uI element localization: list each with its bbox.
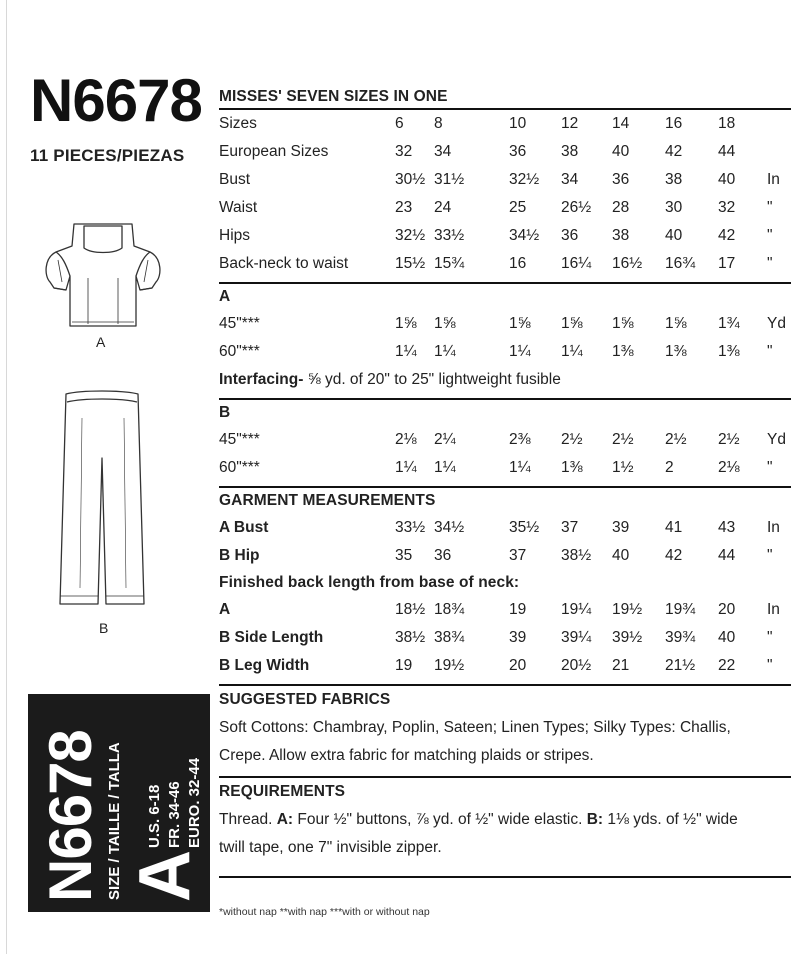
table-cell: 31½ (434, 171, 465, 188)
table-cell: 1⅝ (395, 315, 417, 332)
row-label: 45"*** (219, 315, 260, 332)
view-b-illustration (52, 388, 152, 612)
view-b-yardage (219, 426, 791, 482)
view-b-label: B (99, 620, 109, 636)
unit-label: " (767, 227, 773, 244)
table-cell: 1¼ (434, 343, 456, 360)
table-cell: 1¼ (434, 459, 456, 476)
table-cell: 36 (509, 143, 527, 160)
table-cell: 16¼ (561, 255, 592, 272)
table-cell: 37 (561, 519, 579, 536)
table-row (219, 250, 791, 278)
table-cell: 43 (718, 519, 736, 536)
table-cell: 39 (509, 629, 527, 646)
table-cell: 2½ (561, 431, 583, 448)
row-label: A (219, 601, 231, 618)
table-cell: 2½ (612, 431, 634, 448)
table-cell: 18½ (395, 601, 426, 618)
table-row (219, 194, 791, 222)
sizes-table (219, 86, 791, 878)
unit-label: In (767, 519, 780, 536)
row-label: Bust (219, 171, 251, 188)
table-cell: 16 (665, 115, 683, 132)
table-cell: 1¼ (509, 343, 531, 360)
table-cell: 2½ (718, 431, 740, 448)
unit-label: " (767, 255, 773, 272)
table-cell: 40 (718, 171, 736, 188)
table-cell: 41 (665, 519, 683, 536)
table-cell: 2⅜ (509, 431, 531, 448)
unit-label: " (767, 629, 773, 646)
table-cell: 18¾ (434, 601, 465, 618)
fabrics-line-1: Soft Cottons: Chambray, Poplin, Sateen; Linen Types; Silky Types: Challis, (219, 719, 731, 736)
table-cell: 38½ (561, 547, 592, 564)
table-cell: 44 (718, 143, 736, 160)
table-cell: 19½ (434, 657, 465, 674)
row-label: Back-neck to waist (219, 255, 349, 272)
row-label: European Sizes (219, 143, 329, 160)
table-cell: 1¼ (395, 459, 417, 476)
table-cell: 1½ (612, 459, 634, 476)
table-cell: 36 (561, 227, 579, 244)
table-cell: 42 (718, 227, 736, 244)
table-cell: 40 (718, 629, 736, 646)
table-cell: 19½ (612, 601, 643, 618)
table-cell: 42 (665, 547, 683, 564)
table-cell: 1⅝ (561, 315, 583, 332)
table-cell: 12 (561, 115, 579, 132)
table-cell: 1⅜ (612, 343, 634, 360)
table-cell: 32½ (395, 227, 426, 244)
table-cell: 6 (395, 115, 404, 132)
table-cell: 1¼ (395, 343, 417, 360)
table-cell: 20 (718, 601, 736, 618)
unit-label: " (767, 547, 773, 564)
table-cell: 30 (665, 199, 683, 216)
unit-label: In (767, 171, 780, 188)
envelope-fr-sizes: FR. 34-46 (166, 781, 183, 848)
table-cell: 34 (561, 171, 579, 188)
page-edge-line (6, 0, 7, 954)
row-label: B Leg Width (219, 657, 310, 674)
view-a-yardage-title: A (219, 288, 231, 305)
envelope-view-letter: A (125, 850, 205, 902)
envelope-number: N6678 (37, 730, 104, 902)
table-cell: 14 (612, 115, 630, 132)
sizes-title: MISSES' SEVEN SIZES IN ONE (219, 88, 448, 105)
divider (219, 876, 791, 878)
table-cell: 1⅜ (718, 343, 740, 360)
table-cell: 38 (612, 227, 630, 244)
requirements-line-2: twill tape, one 7" invisible zipper. (219, 839, 442, 856)
table-cell: 39¾ (665, 629, 696, 646)
pattern-number: N6678 (30, 67, 202, 134)
requirements-thread: Thread. (219, 811, 277, 828)
garment-measurements (219, 514, 791, 570)
unit-label: " (767, 459, 773, 476)
envelope-us-sizes: U.S. 6-18 (146, 784, 163, 848)
row-label: A Bust (219, 519, 269, 536)
table-cell: 20½ (561, 657, 592, 674)
interfacing-text: ⅝ yd. of 20" to 25" lightweight fusible (303, 371, 561, 388)
table-cell: 20 (509, 657, 527, 674)
table-row (219, 454, 791, 482)
table-cell: 44 (718, 547, 736, 564)
requirements-line-1 (219, 806, 791, 834)
table-row (219, 338, 791, 366)
table-cell: 33½ (434, 227, 465, 244)
table-cell: 16½ (612, 255, 643, 272)
table-cell: 33½ (395, 519, 426, 536)
row-label: 60"*** (219, 343, 260, 360)
table-row (219, 542, 791, 570)
table-cell: 36 (612, 171, 630, 188)
table-cell: 32 (395, 143, 413, 160)
table-cell: 19 (395, 657, 413, 674)
table-cell: 2⅛ (718, 459, 740, 476)
requirements-a-label: A: (276, 811, 294, 828)
unit-label: " (767, 199, 773, 216)
table-row (219, 166, 791, 194)
table-cell: 2⅛ (395, 431, 417, 448)
table-cell: 38¾ (434, 629, 465, 646)
requirements-title: REQUIREMENTS (219, 783, 346, 800)
table-cell: 24 (434, 199, 452, 216)
table-cell: 37 (509, 547, 527, 564)
view-a-yardage (219, 310, 791, 366)
requirements-a-text: Four ½" buttons, ⅞ yd. of ½" wide elastic. (293, 811, 587, 828)
table-cell: 16¾ (665, 255, 696, 272)
requirements-b-text: 1⅛ yds. of ½" wide (603, 811, 738, 828)
table-cell: 38 (561, 143, 579, 160)
table-cell: 26½ (561, 199, 592, 216)
table-cell: 1¾ (718, 315, 740, 332)
table-row (219, 110, 791, 138)
fabrics-line-2: Crepe. Allow extra fabric for matching plaids or stripes. (219, 747, 594, 764)
unit-label: " (767, 343, 773, 360)
table-cell: 8 (434, 115, 443, 132)
table-cell: 30½ (395, 171, 426, 188)
table-cell: 35½ (509, 519, 540, 536)
unit-label: In (767, 601, 780, 618)
table-cell: 38 (665, 171, 683, 188)
table-cell: 21 (612, 657, 630, 674)
table-cell: 21½ (665, 657, 696, 674)
table-cell: 23 (395, 199, 413, 216)
table-cell: 1⅝ (434, 315, 456, 332)
envelope-label-box (28, 694, 210, 912)
table-cell: 15¾ (434, 255, 465, 272)
table-cell: 19¾ (665, 601, 696, 618)
view-b-yardage-title: B (219, 404, 231, 421)
row-label: Hips (219, 227, 251, 244)
table-cell: 34 (434, 143, 452, 160)
table-cell: 18 (718, 115, 736, 132)
table-row (219, 310, 791, 338)
footnote: *without nap **with nap ***with or without nap (219, 906, 430, 918)
view-a-illustration (38, 218, 168, 332)
table-cell: 28 (612, 199, 630, 216)
table-cell: 1⅜ (665, 343, 687, 360)
table-cell: 2 (665, 459, 674, 476)
table-cell: 2¼ (434, 431, 456, 448)
table-cell: 17 (718, 255, 736, 272)
table-cell: 40 (612, 143, 630, 160)
table-row (219, 222, 791, 250)
row-label: 60"*** (219, 459, 260, 476)
table-cell: 2½ (665, 431, 687, 448)
unit-label: " (767, 657, 773, 674)
table-cell: 22 (718, 657, 736, 674)
table-cell: 34½ (434, 519, 465, 536)
view-a-label: A (96, 334, 106, 350)
body-measurements (219, 110, 791, 278)
table-cell: 39 (612, 519, 630, 536)
table-cell: 38½ (395, 629, 426, 646)
row-label: 45"*** (219, 431, 260, 448)
table-cell: 34½ (509, 227, 540, 244)
table-cell: 1⅝ (509, 315, 531, 332)
table-cell: 1⅝ (612, 315, 634, 332)
table-cell: 19¼ (561, 601, 592, 618)
table-cell: 1⅝ (665, 315, 687, 332)
back-length-title: Finished back length from base of neck: (219, 574, 520, 591)
table-cell: 1⅜ (561, 459, 583, 476)
fabrics-title: SUGGESTED FABRICS (219, 691, 391, 708)
interfacing-label: Interfacing- (219, 371, 304, 388)
row-label: Sizes (219, 115, 257, 132)
table-cell: 10 (509, 115, 527, 132)
table-cell: 32½ (509, 171, 540, 188)
table-cell: 39½ (612, 629, 643, 646)
row-label: B Hip (219, 547, 260, 564)
table-row (219, 596, 791, 624)
row-label: Waist (219, 199, 258, 216)
envelope-euro-sizes: EURO. 32-44 (186, 757, 203, 848)
table-row (219, 624, 791, 652)
table-cell: 19 (509, 601, 527, 618)
table-cell: 32 (718, 199, 736, 216)
finished-lengths (219, 596, 791, 680)
unit-label: Yd (767, 431, 786, 448)
table-cell: 25 (509, 199, 527, 216)
table-cell: 15½ (395, 255, 426, 272)
table-cell: 40 (612, 547, 630, 564)
unit-label: Yd (767, 315, 786, 332)
table-cell: 16 (509, 255, 527, 272)
row-label: B Side Length (219, 629, 324, 646)
table-row (219, 426, 791, 454)
garment-title: GARMENT MEASUREMENTS (219, 492, 436, 509)
table-cell: 40 (665, 227, 683, 244)
table-cell: 39¼ (561, 629, 592, 646)
requirements-b-label: B: (586, 811, 604, 828)
table-cell: 1¼ (509, 459, 531, 476)
interfacing-note (219, 366, 791, 394)
table-cell: 42 (665, 143, 683, 160)
table-cell: 35 (395, 547, 413, 564)
envelope-size-line: SIZE / TAILLE / TALLA (106, 742, 123, 900)
table-row (219, 514, 791, 542)
table-cell: 1¼ (561, 343, 583, 360)
table-row (219, 652, 791, 680)
pieces-count: 11 PIECES/PIEZAS (30, 146, 185, 165)
table-row (219, 138, 791, 166)
table-cell: 36 (434, 547, 452, 564)
